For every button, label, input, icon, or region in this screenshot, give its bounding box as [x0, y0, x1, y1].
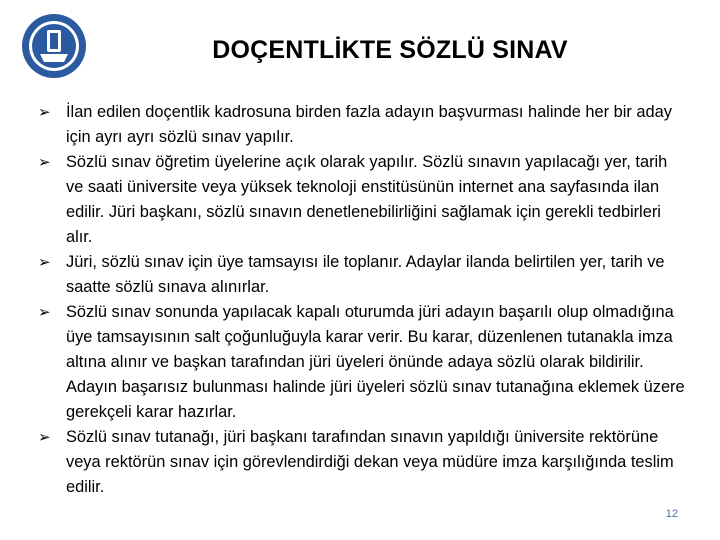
university-logo: [20, 12, 88, 80]
bullet-text: İlan edilen doçentlik kadrosuna birden fazla adayın başvurması halinde her bir aday için ayrı ayrı sözlü sınav yapılır.: [66, 103, 672, 146]
bullet-text: Sözlü sınav öğretim üyelerine açık olarak yapılır. Sözlü sınavın yapılacağı yer, tarih ve saati üniversite veya yüksek teknoloji enstitüsünün internet ana sayfasında ilan edilir. Jüri başkanı, sözlü sınavın denetlenebilirliğini sağlamak için gerekli tedbirleri alır.: [66, 153, 668, 246]
arrow-right-icon: ➢: [38, 154, 51, 171]
arrow-right-icon: ➢: [38, 254, 51, 271]
bullet-list: [38, 100, 688, 500]
bullet-text: Sözlü sınav tutanağı, jüri başkanı tarafından sınavın yapıldığı üniversite rektörüne veya rektörün sınav için görevlendirdiği dekan veya müdüre imza karşılığında teslim edilir.: [66, 428, 674, 496]
list-item: [38, 250, 688, 300]
arrow-right-icon: ➢: [38, 104, 51, 121]
bullet-text: Jüri, sözlü sınav için üye tamsayısı ile toplanır. Adaylar ilanda belirtilen yer, tarih ve saatte sözlü sınava alınırlar.: [66, 253, 665, 296]
arrow-right-icon: ➢: [38, 429, 51, 446]
list-item: [38, 300, 688, 425]
page-number: 12: [665, 508, 678, 520]
list-item: [38, 150, 688, 250]
university-seal-icon: [20, 12, 88, 80]
page-title: DOÇENTLİKTE SÖZLÜ SINAV: [212, 36, 568, 64]
list-item: [38, 425, 688, 500]
arrow-right-icon: ➢: [38, 304, 51, 321]
bullet-text: Sözlü sınav sonunda yapılacak kapalı oturumda jüri adayın başarılı olup olmadığına üye tamsayısının salt çoğunluğuyla karar verir. Bu karar, düzenlenen tutanakla imza altına alınır ve başkan tarafından jüri üyeleri önünde adaya sözlü olarak bildirilir. Adayın başarısız bulunması halinde jüri üyeleri sözlü sınav tutanağına eklemek üzere gerekçeli karar hazırlar.: [66, 303, 685, 421]
list-item: [38, 100, 688, 150]
